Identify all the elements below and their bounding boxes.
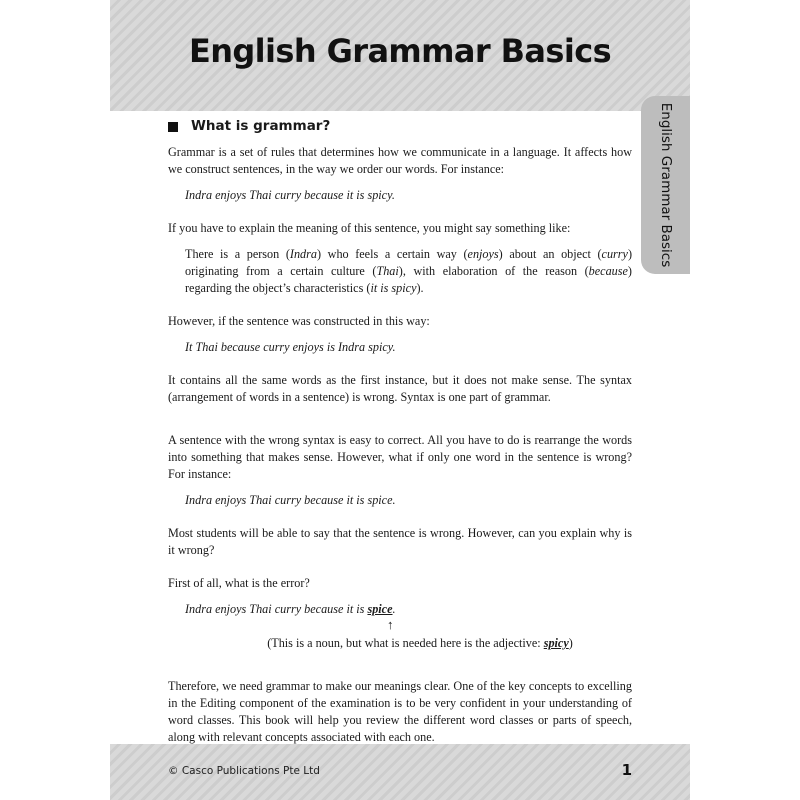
- error-word: spice: [367, 602, 393, 616]
- example-sentence-1: Indra enjoys Thai curry because it is spicy.: [185, 188, 395, 202]
- explanation-text: ) originating from a certain culture (: [185, 247, 632, 278]
- main-content: [168, 118, 632, 746]
- example-sentence-3: Indra enjoys Thai curry because it is spice.: [185, 493, 396, 507]
- paragraph-2: If you have to explain the meaning of this sentence, you might say something like:: [168, 221, 571, 235]
- paragraph-7: First of all, what is the error?: [168, 576, 310, 590]
- correct-word: spicy: [543, 636, 569, 650]
- explanation-text: ) regarding the object’s characteristics (: [185, 264, 632, 295]
- side-tab-label: English Grammar Basics: [657, 102, 674, 268]
- explanation-text: ).: [416, 281, 424, 295]
- note-text: (This is a noun, but what is needed here is the adjective:: [267, 636, 544, 650]
- square-bullet-icon: [168, 122, 178, 132]
- explanation-italic: Indra: [289, 247, 317, 261]
- page-title: English Grammar Basics: [188, 32, 612, 70]
- explanation-italic: enjoys: [467, 247, 499, 261]
- paragraph-4: It contains all the same words as the first instance, but it does not make sense. The syntax (arrangement of words in a sentence) is wrong. Syntax is one part of grammar.: [168, 373, 632, 404]
- example-4-period: .: [392, 602, 396, 616]
- explanation-italic: because: [588, 264, 628, 278]
- section-heading: [168, 118, 632, 135]
- paragraph-8: Therefore, we need grammar to make our meanings clear. One of the key concepts to excelling in the Editing component of the examination is to be very confident in your understanding of word classes. This book will help you review the different word classes or parts of speech, along with relevant concepts associated with each one.: [168, 679, 632, 744]
- paragraph-6: Most students will be able to say that the sentence is wrong. However, can you explain why is it wrong?: [168, 526, 632, 557]
- page-number: 1: [621, 761, 632, 779]
- page-header-band: [110, 0, 690, 111]
- chapter-side-tab: [641, 96, 690, 274]
- up-arrow-icon: ↑: [387, 617, 394, 632]
- explanation-text: ) about an object (: [498, 247, 602, 261]
- copyright-text: © Casco Publications Pte Ltd: [168, 765, 320, 777]
- explanation-text: There is a person (: [185, 247, 290, 261]
- paragraph-5: A sentence with the wrong syntax is easy to correct. All you have to do is rearrange the words into something that makes sense. However, what if only one word in the sentence is wrong? For instance:: [168, 433, 632, 481]
- paragraph-1: Grammar is a set of rules that determines how we communicate in a language. It affects how we construct sentences, in the way we order our words. For instance:: [168, 145, 632, 176]
- example-sentence-4: [168, 601, 632, 635]
- explanation-text: ) who feels a certain way (: [316, 247, 468, 261]
- explanation-italic: it is spicy: [370, 281, 417, 295]
- section-heading-text: What is grammar?: [191, 118, 331, 134]
- note-close: ): [568, 636, 573, 650]
- paragraph-3: However, if the sentence was constructed in this way:: [168, 314, 430, 328]
- example-4-text: Indra enjoys Thai curry because it is: [185, 602, 368, 616]
- explanation-block: [168, 246, 632, 297]
- explanation-text: ), with elaboration of the reason (: [398, 264, 589, 278]
- page-footer-band: [110, 744, 690, 800]
- explanation-italic: curry: [601, 247, 628, 261]
- correction-note: [168, 635, 632, 652]
- explanation-italic: Thai: [376, 264, 399, 278]
- example-sentence-2: It Thai because curry enjoys is Indra spicy.: [185, 340, 396, 354]
